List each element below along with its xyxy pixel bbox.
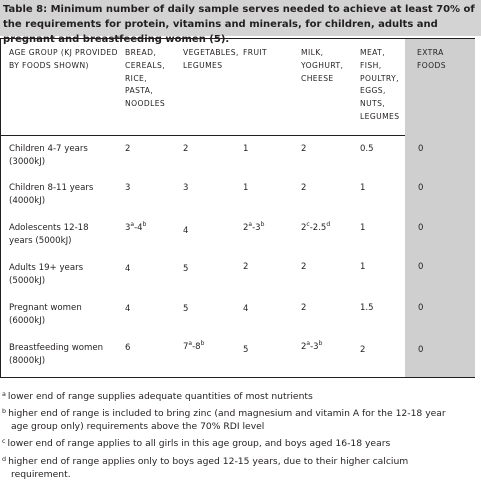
row-label-pregnant: Pregnant women (6000kJ)	[9, 303, 82, 326]
cell-bread: 4	[125, 264, 131, 274]
row-label-breastfeeding: Breastfeeding women (8000kJ)	[9, 343, 104, 366]
cell-extra: 0	[418, 345, 424, 355]
cell-fruit: 1	[243, 183, 249, 193]
cell-milk-range: 2$^a$-3$^b$	[301, 340, 323, 352]
header-bread-cereals: BREAD, CEREALS, RICE, PASTA, NOODLES	[125, 48, 166, 109]
cell-milk: 2	[301, 183, 307, 193]
row-label-children-4-7: Children 4-7 years (3000kJ)	[9, 144, 88, 167]
cell-fruit: 2	[243, 262, 249, 272]
cell-milk-range: 2$^c$-2.5$^d$	[301, 221, 331, 233]
cell-fruit-range: 2$^a$-3$^b$	[243, 221, 265, 233]
cell-bread: 6	[125, 343, 131, 353]
cell-meat: 1	[360, 262, 366, 272]
footnote-a: $^a$ lower end of range supplies adequate quantities of most nutrients	[2, 390, 313, 402]
header-vegetables: VEGETABLES, LEGUMES	[183, 48, 239, 70]
row-label-adults: Adults 19+ years (5000kJ)	[9, 263, 84, 286]
cell-vegetables: 3	[183, 183, 189, 193]
cell-fruit: 1	[243, 144, 249, 154]
cell-extra: 0	[418, 183, 424, 193]
header-age-group: AGE GROUP (KJ PROVIDED BY FOODS SHOWN)	[9, 48, 118, 70]
cell-bread: 3	[125, 183, 131, 193]
serves-table	[0, 38, 475, 378]
cell-meat: 2	[360, 345, 366, 355]
footnote-d: $^d$ higher end of range applies only to boys aged 12-15 years, due to their higher calcium requirement.	[2, 455, 409, 480]
extra-foods-column-shading	[405, 39, 475, 377]
cell-bread: 4	[125, 304, 131, 314]
cell-milk: 2	[301, 144, 307, 154]
table-title-box	[0, 0, 481, 45]
header-milk: MILK, YOGHURT, CHEESE	[301, 48, 344, 83]
cell-vegetables-range: 7$^a$-8$^b$	[183, 340, 205, 352]
cell-vegetables: 4	[183, 226, 189, 236]
cell-meat: 1	[360, 183, 366, 193]
cell-milk: 2	[301, 303, 307, 313]
row-label-children-8-11: Children 8-11 years (4000kJ)	[9, 183, 94, 206]
cell-extra: 0	[418, 262, 424, 272]
cell-vegetables: 5	[183, 264, 189, 274]
cell-bread: 2	[125, 144, 131, 154]
cell-meat: 1	[360, 223, 366, 233]
cell-vegetables: 2	[183, 144, 189, 154]
cell-fruit: 5	[243, 345, 249, 355]
footnote-b: $^b$ higher end of range is included to bring zinc (and magnesium and vitamin A for the 12-18 year age group only) requirements above the 70% RDI level	[2, 407, 446, 432]
table-title: Table 8: Minimum number of daily sample serves needed to achieve at least 70% of the requirements for protein, vitamins and minerals, for children, adults and pregnant and breastfeeding women (5).	[3, 4, 475, 45]
row-label-adolescents: Adolescents 12-18 years (5000kJ)	[9, 223, 89, 246]
header-meat: MEAT, FISH, POULTRY, EGGS, NUTS, LEGUMES	[360, 48, 400, 121]
cell-extra: 0	[418, 144, 424, 154]
header-fruit: FRUIT	[243, 48, 268, 57]
cell-fruit: 4	[243, 304, 249, 314]
header-divider	[1, 135, 405, 136]
footnote-c: $^c$ lower end of range applies to all girls in this age group, and boys aged 16-18 years	[2, 437, 391, 449]
cell-meat: 1.5	[360, 303, 374, 313]
cell-extra: 0	[418, 303, 424, 313]
cell-milk: 2	[301, 262, 307, 272]
cell-extra: 0	[418, 223, 424, 233]
cell-vegetables: 5	[183, 304, 189, 314]
cell-bread-range: 3$^a$-4$^b$	[125, 221, 147, 233]
cell-meat: 0.5	[360, 144, 374, 154]
header-extra-foods: EXTRA FOODS	[417, 48, 446, 70]
